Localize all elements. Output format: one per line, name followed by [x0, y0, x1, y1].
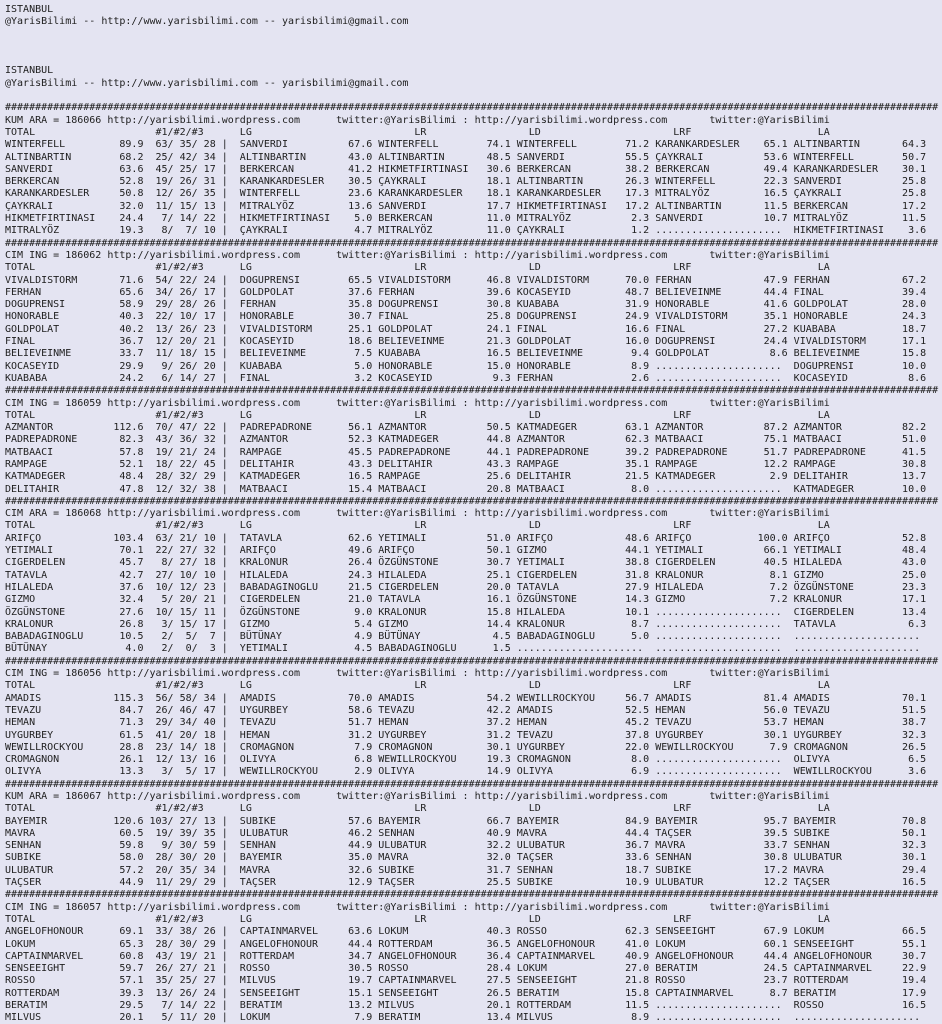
- table-row: TEVAZU 84.7 26/ 46/ 47 | UYGURBEY 58.6 TEVAZU 42.2 AMADIS 52.5 HEMAN 56.0 TEVAZU 51.5: [5, 704, 927, 716]
- table-row: GOLDPOLAT 40.2 13/ 26/ 23 | VIVALDISTORM 25.1 GOLDPOLAT 24.1 FINAL 16.6 FINAL 27.2 KUABABA 18.7: [5, 323, 927, 335]
- table-row: BELIEVEINME 33.7 11/ 18/ 15 | BELIEVEINME 7.5 KUABABA 16.5 BELIEVEINME 9.4 GOLDPOLAT 8.6 BELIEVEINME 15.8: [5, 348, 927, 360]
- separator-line: ###########################################################################################################################################################: [5, 655, 939, 667]
- table-row: TAÇSER 44.9 11/ 29/ 29 | TAÇSER 12.9 TAÇSER 25.5 SUBIKE 10.9 ULUBATUR 12.2 TAÇSER 16.5: [5, 877, 927, 889]
- table-row: MATBAACI 57.8 19/ 21/ 24 | RAMPAGE 45.5 PADREPADRONE 44.1 PADREPADRONE 39.2 PADREPADRONE 51.7 PADREPADRONE 41.5: [5, 446, 927, 458]
- separator-line: ###########################################################################################################################################################: [5, 385, 939, 397]
- section-title-line: KUM ARA = 186067 http://yarisbilimi.wordpress.com twitter:@YarisBilimi : http://yarisbilimi.wordpress.com twitter:@YarisBilimi: [5, 791, 830, 802]
- table-row: ULUBATUR 57.2 20/ 35/ 34 | MAVRA 32.6 SUBIKE 31.7 SENHAN 18.7 SUBIKE 17.2 MAVRA 29.4: [5, 864, 927, 876]
- preamble: [5, 4, 942, 102]
- table-row: ALTINBARTIN 68.2 25/ 42/ 34 | ALTINBARTIN 43.0 ALTINBARTIN 48.5 SANVERDI 55.5 ÇAYKRALI 53.6 WINTERFELL 50.7: [5, 151, 927, 163]
- section-cim-ing-186056: [5, 656, 942, 779]
- table-row: CROMAGNON 26.1 12/ 13/ 16 | OLIVYA 6.8 WEWILLROCKYOU 19.3 CROMAGNON 8.0 ..................... OLIVYA 6.5: [5, 754, 927, 766]
- table-row: HILALEDA 37.6 10/ 12/ 23 | BABADAGINOGLU 21.5 CIGERDELEN 20.0 TATAVLA 27.9 HILALEDA 7.2 ÖZGÜNSTONE 23.3: [5, 581, 927, 593]
- table-row: KRALONUR 26.8 3/ 15/ 17 | GIZMO 5.4 GIZMO 14.4 KRALONUR 8.7 ..................... TATAVLA 6.3: [5, 618, 927, 630]
- table-row: AZMANTOR 112.6 70/ 47/ 22 | PADREPADRONE 56.1 AZMANTOR 50.5 KATMADEGER 63.1 AZMANTOR 87.2 AZMANTOR 82.2: [5, 422, 927, 434]
- blank-line: [5, 29, 942, 41]
- table-row: HONORABLE 40.3 22/ 10/ 17 | HONORABLE 30.7 FINAL 25.8 DOGUPRENSI 24.9 VIVALDISTORM 35.1 HONORABLE 24.3: [5, 311, 927, 323]
- table-row: TATAVLA 42.7 27/ 10/ 10 | HILALEDA 24.3 HILALEDA 25.1 CIGERDELEN 31.8 KRALONUR 8.1 GIZMO 25.0: [5, 569, 927, 581]
- table-row: UYGURBEY 61.5 41/ 20/ 18 | HEMAN 31.2 UYGURBEY 31.2 TEVAZU 37.8 UYGURBEY 30.1 UYGURBEY 32.3: [5, 729, 927, 741]
- table-row: ARIFÇO 103.4 63/ 21/ 10 | TATAVLA 62.6 YETIMALI 51.0 ARIFÇO 48.6 ARIFÇO 100.0 ARIFÇO 52.8: [5, 532, 927, 544]
- table-row: DELITAHIR 47.8 12/ 32/ 38 | MATBAACI 15.4 MATBAACI 20.8 MATBAACI 8.0 ..................... KATMADEGER 10.0: [5, 483, 927, 495]
- table-row: GIZMO 32.4 5/ 20/ 21 | CIGERDELEN 21.0 TATAVLA 16.1 ÖZGÜNSTONE 14.3 GIZMO 7.2 KRALONUR 17.1: [5, 594, 927, 606]
- table-row: BABADAGINOGLU 10.5 2/ 5/ 7 | BÜTÜNAY 4.9 BÜTÜNAY 4.5 BABADAGINOGLU 5.0 ..................... .....................: [5, 631, 921, 643]
- table-row: AMADIS 115.3 56/ 58/ 34 | AMADIS 70.0 AMADIS 54.2 WEWILLROCKYOU 56.7 AMADIS 81.4 AMADIS 70.1: [5, 692, 927, 704]
- table-row: SENHAN 59.8 9/ 30/ 59 | SENHAN 44.9 ULUBATUR 32.2 ULUBATUR 36.7 MAVRA 33.7 SENHAN 32.3: [5, 840, 927, 852]
- blank-line: [5, 53, 942, 65]
- table-row: DOGUPRENSI 58.9 29/ 28/ 26 | FERHAN 35.8 DOGUPRENSI 30.8 KUABABA 31.9 HONORABLE 41.6 GOLDPOLAT 28.0: [5, 299, 927, 311]
- table-row: KARANKARDESLER 50.8 12/ 26/ 35 | WINTERFELL 23.6 KARANKARDESLER 18.1 KARANKARDESLER 17.3 MITRALYÖZ 16.5 ÇAYKRALI 25.8: [5, 188, 927, 200]
- table-row: KATMADEGER 48.4 28/ 32/ 29 | KATMADEGER 16.5 RAMPAGE 25.6 DELITAHIR 21.5 KATMADEGER 2.9 DELITAHIR 13.7: [5, 471, 927, 483]
- table-row: BERATIM 29.5 7/ 14/ 22 | BERATIM 13.2 MILVUS 20.1 ROTTERDAM 11.5 ..................... ROSSO 16.5: [5, 1000, 927, 1012]
- column-header-line: TOTAL #1/#2/#3 LG LR LD LRF LA: [5, 520, 830, 532]
- section-title-line: CIM ING = 186056 http://yarisbilimi.wordpress.com twitter:@YarisBilimi : http://yarisbilimi.wordpress.com twitter:@YarisBilimi: [5, 668, 830, 680]
- table-row: LOKUM 65.3 28/ 30/ 29 | ANGELOFHONOUR 44.4 ROTTERDAM 36.5 ANGELOFHONOUR 41.0 LOKUM 60.1 SENSEEIGHT 55.1: [5, 938, 927, 950]
- table-row: SUBIKE 58.0 28/ 30/ 20 | BAYEMIR 35.0 MAVRA 32.0 TAÇSER 33.6 SENHAN 30.8 ULUBATUR 30.1: [5, 852, 927, 864]
- section-cim-ing-186059: [5, 385, 942, 496]
- table-row: MILVUS 20.1 5/ 11/ 20 | LOKUM 7.9 BERATIM 13.4 MILVUS 8.9 ..................... .....................: [5, 1012, 921, 1024]
- section-title-line: CIM ING = 186057 http://yarisbilimi.wordpress.com twitter:@YarisBilimi : http://yarisbilimi.wordpress.com twitter:@YarisBilimi: [5, 901, 830, 913]
- table-row: WINTERFELL 89.9 63/ 35/ 28 | SANVERDI 67.6 WINTERFELL 74.1 WINTERFELL 71.2 KARANKARDESLER 65.1 ALTINBARTIN 64.3: [5, 139, 927, 151]
- table-row: BÜTÜNAY 4.0 2/ 0/ 3 | YETIMALI 4.5 BABADAGINOGLU 1.5 ..................... ..................... .....................: [5, 643, 921, 655]
- table-row: PADREPADRONE 82.3 43/ 36/ 32 | AZMANTOR 52.3 KATMADEGER 44.8 AZMANTOR 62.3 MATBAACI 75.1 MATBAACI 51.0: [5, 434, 927, 446]
- table-row: BERKERCAN 52.8 19/ 26/ 31 | KARANKARDESLER 30.5 ÇAYKRALI 18.1 ALTINBARTIN 26.3 WINTERFELL 22.3 SANVERDI 25.8: [5, 176, 927, 188]
- section-cim-ing-186057: [5, 889, 942, 1024]
- section-title-line: KUM ARA = 186066 http://yarisbilimi.wordpress.com twitter:@YarisBilimi : http://yarisbilimi.wordpress.com twitter:@YarisBilimi: [5, 114, 830, 126]
- column-header-line: TOTAL #1/#2/#3 LG LR LD LRF LA: [5, 803, 830, 815]
- report-body: [5, 102, 942, 1024]
- table-row: KUABABA 24.2 6/ 14/ 27 | FINAL 3.2 KOCASEYID 9.3 FERHAN 2.6 ..................... KOCASEYID 8.6: [5, 372, 927, 384]
- preamble-byline-1: @YarisBilimi -- http://www.yarisbilimi.com -- yarisbilimi@gmail.com: [5, 16, 409, 28]
- table-row: CIGERDELEN 45.7 8/ 27/ 18 | KRALONUR 26.4 ÖZGÜNSTONE 30.7 YETIMALI 38.8 CIGERDELEN 40.5 HILALEDA 43.0: [5, 557, 927, 569]
- table-row: ÇAYKRALI 32.0 11/ 15/ 13 | MITRALYÖZ 13.6 SANVERDI 17.7 HIKMETFIRTINASI 17.2 ALTINBARTIN 11.5 BERKERCAN 17.2: [5, 200, 927, 212]
- column-header-line: TOTAL #1/#2/#3 LG LR LD LRF LA: [5, 126, 830, 138]
- table-row: RAMPAGE 52.1 18/ 22/ 45 | DELITAHIR 43.3 DELITAHIR 43.3 RAMPAGE 35.1 RAMPAGE 12.2 RAMPAGE 30.8: [5, 458, 927, 470]
- column-header-line: TOTAL #1/#2/#3 LG LR LD LRF LA: [5, 680, 830, 692]
- column-header-line: TOTAL #1/#2/#3 LG LR LD LRF LA: [5, 409, 830, 421]
- table-row: ROSSO 57.1 35/ 25/ 27 | MILVUS 19.7 CAPTAINMARVEL 27.5 SENSEEIGHT 21.8 ROSSO 23.7 ROTTERDAM 19.4: [5, 975, 927, 987]
- section-title-line: CIM ING = 186059 http://yarisbilimi.wordpress.com twitter:@YarisBilimi : http://yarisbilimi.wordpress.com twitter:@YarisBilimi: [5, 397, 830, 409]
- separator-line: ###########################################################################################################################################################: [5, 495, 939, 507]
- table-row: CAPTAINMARVEL 60.8 43/ 19/ 21 | ROTTERDAM 34.7 ANGELOFHONOUR 36.4 CAPTAINMARVEL 40.9 ANGELOFHONOUR 44.4 ANGELOFHONOUR 30.7: [5, 950, 927, 962]
- table-row: MAVRA 60.5 19/ 39/ 35 | ULUBATUR 46.2 SENHAN 40.9 MAVRA 44.4 TAÇSER 39.5 SUBIKE 50.1: [5, 827, 927, 839]
- preamble-city-2: ISTANBUL: [5, 65, 54, 77]
- section-kum-ara-186067: [5, 779, 942, 890]
- section-kum-ara-186066: [5, 102, 942, 237]
- table-row: FERHAN 65.6 34/ 26/ 17 | GOLDPOLAT 37.6 FERHAN 39.6 KOCASEYID 48.7 BELIEVEINME 44.4 FINAL 39.4: [5, 286, 927, 298]
- table-row: BAYEMIR 120.6 103/ 27/ 13 | SUBIKE 57.6 BAYEMIR 66.7 BAYEMIR 84.9 BAYEMIR 95.7 BAYEMIR 70.8: [5, 815, 927, 827]
- blank-line: [5, 41, 942, 53]
- table-row: VIVALDISTORM 71.6 54/ 22/ 24 | DOGUPRENSI 65.5 VIVALDISTORM 46.8 VIVALDISTORM 70.0 FERHAN 47.9 FERHAN 67.2: [5, 274, 927, 286]
- separator-line: ###########################################################################################################################################################: [5, 102, 939, 114]
- table-row: MITRALYÖZ 19.3 8/ 7/ 10 | ÇAYKRALI 4.7 MITRALYÖZ 11.0 ÇAYKRALI 1.2 ..................... HIKMETFIRTINASI 3.6: [5, 225, 927, 237]
- table-row: SANVERDI 63.6 45/ 25/ 17 | BERKERCAN 41.2 HIKMETFIRTINASI 30.6 BERKERCAN 38.2 BERKERCAN 49.4 KARANKARDESLER 30.1: [5, 163, 927, 175]
- table-row: ÖZGÜNSTONE 27.6 10/ 15/ 11 | ÖZGÜNSTONE 9.0 KRALONUR 15.8 HILALEDA 10.1 ..................... CIGERDELEN 13.4: [5, 606, 927, 618]
- section-cim-ing-186062: [5, 238, 942, 386]
- table-row: WEWILLROCKYOU 28.8 23/ 14/ 18 | CROMAGNON 7.9 CROMAGNON 30.1 UYGURBEY 22.0 WEWILLROCKYOU 7.9 CROMAGNON 26.5: [5, 741, 927, 753]
- section-title-line: CIM ING = 186062 http://yarisbilimi.wordpress.com twitter:@YarisBilimi : http://yarisbilimi.wordpress.com twitter:@YarisBilimi: [5, 249, 830, 261]
- table-row: HEMAN 71.3 29/ 34/ 40 | TEVAZU 51.7 HEMAN 37.2 HEMAN 45.2 TEVAZU 53.7 HEMAN 38.7: [5, 717, 927, 729]
- separator-line: ###########################################################################################################################################################: [5, 778, 939, 790]
- separator-line: ###########################################################################################################################################################: [5, 889, 939, 901]
- blank-line: [5, 90, 942, 102]
- table-row: OLIVYA 13.3 3/ 5/ 17 | WEWILLROCKYOU 2.9 OLIVYA 14.9 OLIVYA 6.9 ..................... WEWILLROCKYOU 3.6: [5, 766, 927, 778]
- table-row: ROTTERDAM 39.3 13/ 26/ 24 | SENSEEIGHT 15.1 SENSEEIGHT 26.5 BERATIM 15.8 CAPTAINMARVEL 8.7 BERATIM 17.9: [5, 987, 927, 999]
- table-row: HIKMETFIRTINASI 24.4 7/ 14/ 22 | HIKMETFIRTINASI 5.0 BERKERCAN 11.0 MITRALYÖZ 2.3 SANVERDI 10.7 MITRALYÖZ 11.5: [5, 213, 927, 225]
- table-row: YETIMALI 70.1 22/ 27/ 32 | ARIFÇO 49.6 ARIFÇO 50.1 GIZMO 44.1 YETIMALI 66.1 YETIMALI 48.4: [5, 545, 927, 557]
- section-cim-ara-186068: [5, 496, 942, 656]
- table-row: FINAL 36.7 12/ 20/ 21 | KOCASEYID 18.6 BELIEVEINME 21.3 GOLDPOLAT 16.0 DOGUPRENSI 24.4 VIVALDISTORM 17.1: [5, 336, 927, 348]
- preamble-byline-2: @YarisBilimi -- http://www.yarisbilimi.com -- yarisbilimi@gmail.com: [5, 77, 409, 89]
- separator-line: ###########################################################################################################################################################: [5, 237, 939, 249]
- column-header-line: TOTAL #1/#2/#3 LG LR LD LRF LA: [5, 913, 830, 925]
- table-row: KOCASEYID 29.9 9/ 26/ 20 | KUABABA 5.0 HONORABLE 15.0 HONORABLE 8.9 ..................... DOGUPRENSI 10.0: [5, 360, 927, 372]
- column-header-line: TOTAL #1/#2/#3 LG LR LD LRF LA: [5, 262, 830, 274]
- table-row: SENSEEIGHT 59.7 26/ 27/ 21 | ROSSO 30.5 ROSSO 28.4 LOKUM 27.0 BERATIM 24.5 CAPTAINMARVEL 22.9: [5, 963, 927, 975]
- section-title-line: CIM ARA = 186068 http://yarisbilimi.wordpress.com twitter:@YarisBilimi : http://yarisbilimi.wordpress.com twitter:@YarisBilimi: [5, 508, 830, 520]
- preamble-city-1: ISTANBUL: [5, 4, 54, 15]
- table-row: ANGELOFHONOUR 69.1 33/ 38/ 26 | CAPTAINMARVEL 63.6 LOKUM 40.3 ROSSO 62.3 SENSEEIGHT 67.9 LOKUM 66.5: [5, 926, 927, 938]
